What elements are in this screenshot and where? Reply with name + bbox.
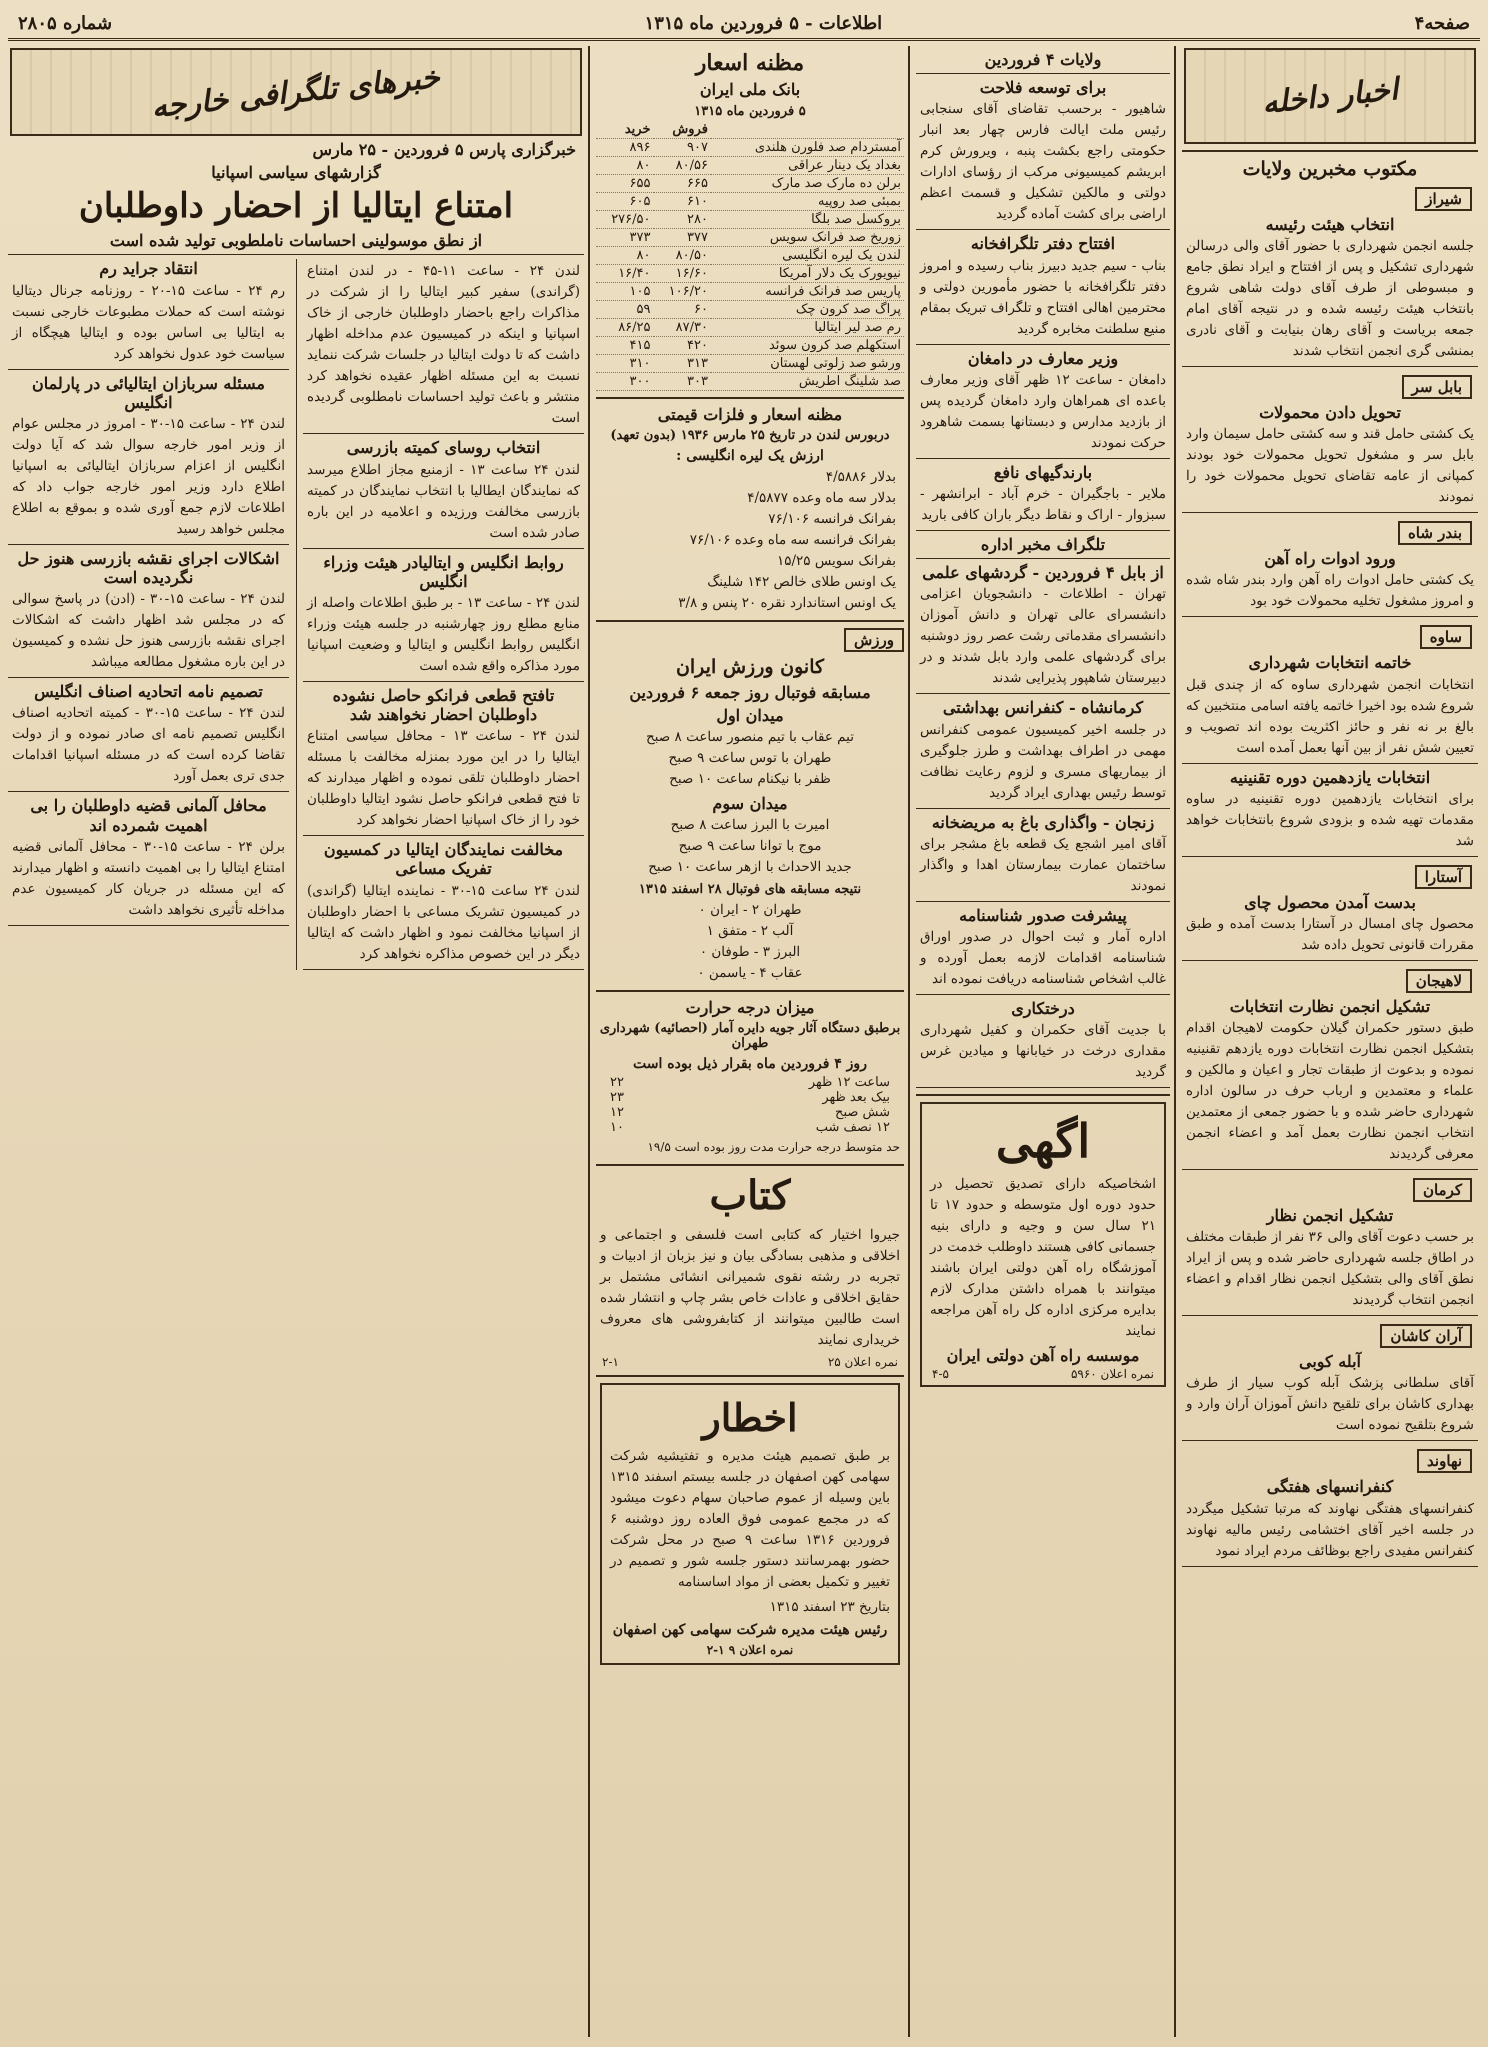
province-news-body: با جدیت آقای حکمران و کفیل شهرداری مقداری درخت در خیابانها و میادین غرس گردید [920, 1022, 1166, 1081]
exchange-row [596, 229, 904, 247]
issue-number: شماره ۲۸۰۵ [18, 12, 113, 34]
divider [303, 433, 584, 434]
divider [303, 835, 584, 836]
sell-rate: ۶۰ [654, 301, 711, 319]
metals-row: بدلار سه ماه وعده ۴/۵۸۷۷ [747, 489, 896, 506]
masthead-date: اطلاعات - ۵ فروردین ماه ۱۳۱۵ [644, 12, 883, 34]
city-news-title: بدست آمدن محصول چای [1244, 892, 1416, 912]
city-news-body: بر حسب دعوت آقای والی ۳۶ نفر از طبقات مختلف در اطاق جلسه شهرداری حاضر شده و پس از ایراد نطق آقای والی بتشکیل انجمن نظار اقدام و اعضاء انجمن انتخاب گردیدند [1186, 1229, 1475, 1309]
province-news-title: بارندگیهای نافع [993, 462, 1093, 482]
result-line: طهران ۲ - ایران ۰ [698, 901, 802, 918]
buy-rate: ۳۰۰ [596, 373, 654, 391]
foreign-article [8, 796, 289, 925]
province-news-body: اداره آمار و ثبت احوال در صدور اوراق شناسنامه اقدامات لازمه بعمل آورده و غالب اشخاص شناسنامه دریافت نموده اند [920, 928, 1166, 987]
currency-name: پاریس صد فرانک فرانسه [711, 283, 904, 301]
foreign-article-body: لندن ۲۴ - ساعت ۱۵-۳۰ - کمیته اتحادیه اصناف انگلیس تصمیم نامه ای صادر نموده و از دولت تقاضا کرده است که در مسئله اسپانیا اقدامات جدی تری بعمل آورد [12, 705, 285, 785]
buy-rate: ۳۱۰ [596, 355, 654, 373]
city-news-body: کنفرانسهای هفتگی نهاوند که مرتبا تشکیل میگردد در جلسه اخیر آقای اختشامی رئیس مالیه نهاوند کنفرانس مفیدی راجع بوظائف مردم ایراد نمود [1186, 1500, 1474, 1559]
city-name-tag: ساوه [1420, 625, 1472, 649]
book-title: کتاب [709, 1171, 791, 1219]
exchange-row [596, 193, 904, 211]
provinces-news-list [916, 78, 1170, 1088]
metals-row: بفرانک فرانسه ۷۶/۱۰۶ [768, 510, 896, 527]
match-line: تیم عقاب با تیم منصور ساعت ۸ صبح [645, 728, 854, 745]
province-news-title: پیشرفت صدور شناسنامه [959, 905, 1127, 925]
sell-rate: ۱۰۶/۲۰ [654, 283, 711, 301]
provinces-section-title: ولایات ۴ فروردین [984, 50, 1102, 69]
sell-rate: ۳۱۳ [654, 355, 711, 373]
divider [303, 969, 584, 970]
sell-rate: ۸۰/۵۰ [654, 247, 711, 265]
foreign-banner [10, 48, 582, 136]
weather-label: شش صبح [835, 1104, 890, 1120]
divider [1182, 1169, 1478, 1170]
exchange-table [596, 121, 904, 391]
divider [1182, 1566, 1478, 1567]
foreign-article-body: برلن ۲۴ - ساعت ۱۵-۳۰ - محافل آلمانی قضیه امتناع ایتالیا را بی اهمیت دانسته و اظهار میدارند که این مسئله در جریان کار کمیسیون عدم مداخله تأثیری نخواهد داشت [12, 838, 286, 918]
city-news-title: انتخابات یازدهمین دوره تقنینیه [1229, 767, 1431, 787]
divider [8, 925, 289, 926]
provinces-column [916, 46, 1170, 2037]
exchange-row [596, 319, 904, 337]
weather-value: ۲۲ [610, 1074, 624, 1090]
divider [1182, 856, 1478, 857]
foreign-section: گزارشهای سیاسی اسپانیا [211, 163, 381, 183]
exchange-row [596, 283, 904, 301]
foreign-article [8, 549, 289, 678]
weather-label: بیک بعد ظهر [822, 1089, 890, 1105]
province-news-title: افتتاح دفتر تلگرافخانه [970, 234, 1116, 254]
foreign-article [303, 553, 584, 682]
city-name-tag: بندر شاه [1398, 521, 1472, 545]
city-news-title: تحویل دادن محمولات [1259, 402, 1401, 422]
exchange-row [596, 373, 904, 391]
foreign-article [303, 438, 584, 548]
currency-name: برلن ده مارک صد مارک [711, 175, 904, 193]
foreign-article [8, 682, 289, 792]
divider [8, 791, 289, 792]
city-news-title: تشکیل انجمن نظارت انتخابات [1229, 996, 1431, 1016]
column-rule [908, 46, 910, 2037]
buy-rate: ۸۰ [596, 247, 654, 265]
province-news-body: آقای امیر اشجع یک قطعه باغ مشجر برای ساختمان عمارت بیمارستان اهدا و واگذار نمودند [920, 835, 1166, 894]
buy-rate: ۱۶/۴۰ [596, 265, 654, 283]
buy-rate: ۴۱۵ [596, 337, 654, 355]
province-news-title: تلگراف مخبر اداره [980, 534, 1106, 554]
domestic-column [1182, 46, 1478, 2037]
column-rule [1174, 46, 1176, 2037]
sports-title: کانون ورزش ایران [675, 655, 825, 678]
result-line: آلب ۲ - متفق ۱ [706, 922, 794, 939]
field-name: میدان سوم [712, 793, 788, 813]
sell-rate: ۳۷۷ [654, 229, 711, 247]
city-news-title: ورود ادوات راه آهن [1264, 549, 1396, 569]
metals-row: بفرانک سویس ۱۵/۲۵ [776, 552, 896, 569]
page-number: صفحه۴ [1414, 12, 1470, 34]
exchange-row [596, 247, 904, 265]
sell-rate: ۲۸۰ [654, 211, 711, 229]
divider [1182, 366, 1478, 367]
sell-rate: ۳۰۳ [654, 373, 711, 391]
province-news-title: زنجان - واگذاری باغ به مریضخانه [931, 812, 1155, 832]
sports-results-title: نتیجه مسابقه های فوتبال ۲۸ اسفند ۱۳۱۵ [638, 882, 862, 898]
province-news-title: کرمانشاه - کنفرانس بهداشتی [942, 698, 1144, 718]
province-news-title: وزیر معارف در دامغان [967, 348, 1119, 368]
weather-title: میزان درجه حرارت [685, 997, 815, 1017]
province-news-body: دامغان - ساعت ۱۲ ظهر آقای وزیر معارف باعده ای همراهان وارد دامغان گردیده پس از بازدید مدارس و دبستانها بسمت شاهرود حرکت نمودند [920, 371, 1166, 451]
currency-name: استکهلم صد کرون سوئد [711, 337, 904, 355]
masthead-strip [8, 8, 1480, 41]
foreign-article [8, 259, 289, 369]
weather-row [596, 1090, 904, 1105]
currency-name: صد شلینگ اطریش [711, 373, 904, 391]
city-name-tag: نهاوند [1417, 1449, 1472, 1473]
wire-line: خبرگزاری پارس ۵ فروردین - ۲۵ مارس [312, 140, 576, 159]
warning-signature: رئیس هیئت مدیره شرکت سهامی کهن اصفهان [612, 1621, 888, 1638]
domestic-banner [1184, 48, 1476, 144]
foreign-article-body: رم ۲۴ - ساعت ۱۵-۲۰ - روزنامه جرنال دیتالیا نوشته است که حملات مطبوعات خارجی نسبت به ایتالیا بی اساس بوده و ایتالیا هیچگاه از سیاست خود عدول نخواهد کرد [12, 282, 286, 362]
book-footer-number: نمره اعلان ۲۵ [827, 1354, 898, 1369]
divider [916, 901, 1170, 902]
warning-body: بر طبق تصمیم هیئت مدیره و تفتیشیه شرکت سهامی کهن اصفهان در جلسه بیستم اسفند ۱۳۱۵ باین وسیله از عموم صاحبان سهام دعوت میشود که در مجمع عمومی فوق العاده روز دوشنبه ۶ فروردین ۱۳۱۶ ساعت ۹ صبح در محل شرکت حضور بهمرسانند دستور جلسه شور و تصمیم در تغییر و تکمیل بعضی از مواد اساسنامه [610, 1447, 890, 1590]
city-news-body: طبق دستور حکمران گیلان حکومت لاهیجان اقدام بتشکیل انجمن نظارت انتخابات دوره یازدهم تقنینیه نموده و بدعوت از طبقات تجار و اعیان و مالکین و علماء و معتمدین و ارباب حرف در سالون اداره شهرداری حاضر شده و با حضور جمعی از معتمدین انتخاب انجمن نظارت بعمل آمد و اعضاء انجمن معرفی گردیدند [1186, 1020, 1474, 1163]
exchange-row [596, 355, 904, 373]
foreign-article-body: لندن ۲۴ - ساعت ۱۵-۳۰ - (ادن) در پاسخ سوالی که در مجلس شد اظهار داشت که اشکالات اجرای نقشه بازرسی هنوز حل نشده و کمیسیون در این باره مشغول مطالعه میباشد [12, 591, 285, 671]
divider [916, 994, 1170, 995]
city-news-body: برای انتخابات یازدهمین دوره تقنینیه در ساوه مقدمات تهیه شده و بزودی شروع بانتخابات خواهد شد [1186, 790, 1474, 849]
city-news-list [1182, 183, 1478, 1567]
currency-name: زوریخ صد فرانک سویس [711, 229, 904, 247]
currency-name: ورشو صد زلوتی لهستان [711, 355, 904, 373]
currency-name: نیویورک یک دلار آمریکا [711, 265, 904, 283]
weather-label: ساعت ۱۲ ظهر [808, 1074, 890, 1090]
foreign-article-body: لندن ۲۴ - ساعت ۱۱-۴۵ - در لندن امتناع (گراندی) سفیر کبیر ایتالیا را از شرکت در مذاکرات راجع باحضار داوطلبان خارجی از خاک اسپانیا و اینکه در کمیسیون عدم مداخله اظهار داشت که تا دولت ایتالیا در جلسات شرکت ننماید نسبت به این مسئله اظهار عقیده نخواهد کرد منتشر و باعث تولید احساسات نامطلوبی گردیده است [307, 263, 581, 427]
ad-signature: موسسه راه آهن دولتی ایران [946, 1346, 1140, 1366]
markets-column [596, 46, 904, 2037]
currency-name: آمستردام صد فلورن هلندی [711, 139, 904, 157]
city-name-tag: کرمان [1413, 1178, 1472, 1202]
foreign-article-body: لندن ۲۴ - ساعت ۱۳ - محافل سیاسی امتناع ایتالیا را در این مورد بمنزله مخالفت با مسئله احضار داوطلبان تلقی نموده و اظهار میدارند که تا فتح قطعی فرانکو حاصل نشود ایتالیا داوطلبان خود را از خاک اسپانیا احضار نخواهد کرد [307, 728, 581, 829]
ad-footer-run: ۴-۵ [932, 1367, 949, 1382]
buy-rate: ۵۹ [596, 301, 654, 319]
exchange-head-buy: خرید [596, 121, 654, 139]
foreign-article-title: محافل آلمانی قضیه داوطلبان را بی اهمیت شمرده اند [30, 796, 267, 835]
foreign-article-title: مخالفت نمایندگان ایتالیا در کمسیون تفریک مساعی [323, 840, 564, 879]
city-news-body: انتخابات انجمن شهرداری ساوه که از چندی قبل شروع شده بود اخیرا خاتمه یافته اسامی منتخبین که بالغ بر نه نفر و حائز اکثریت بوده اند تصویب و تعیین شش نفر از بین آنها بعمل آمده است [1186, 676, 1474, 756]
book-footer-run: ۲-۱ [602, 1354, 619, 1369]
match-line: موج با توانا ساعت ۹ صبح [678, 838, 822, 855]
buy-rate: ۸۰ [596, 157, 654, 175]
city-name-tag: آران کاشان [1380, 1324, 1472, 1348]
column-rule [588, 46, 590, 2037]
ad-title: اگهی [995, 1114, 1091, 1169]
foreign-article-title: تافتح قطعی فرانکو حاصل نشوده داوطلبان احضار نخواهند شد [332, 685, 555, 725]
divider [1182, 1315, 1478, 1316]
weather-value: ۱۲ [610, 1104, 624, 1120]
domestic-section-title: مکتوب مخبرین ولایات [1242, 158, 1418, 180]
weather-label: ۱۲ نصف شب [815, 1119, 890, 1135]
sports-section-tag: ورزش [844, 628, 904, 652]
metals-row: بفرانک فرانسه سه ماه وعده ۷۶/۱۰۶ [689, 531, 896, 548]
result-line: عقاب ۴ - یاسمن ۰ [697, 964, 803, 981]
foreign-article-title: اشکالات اجرای نقشه بازرسی هنوز حل نگردیده است [17, 548, 280, 588]
divider [8, 677, 289, 678]
exchange-row [596, 301, 904, 319]
city-news-body: جلسه انجمن شهرداری با حضور آقای والی درسالن شهرداری تشکیل و پس از افتتاح و ایراد نطق جامع و مبسوطی از طرف آقای دولت شاهی شروع بانتخاب هیئت رئیسه شده و در نتیجه آقای امام جمعه بریاست و آقای رهان بنیابت و آقای نادری بمنشی گری انجمن انتخاب شدند [1186, 237, 1474, 359]
foreign-article-title: انتقاد جراید رم [99, 259, 198, 279]
exchange-row [596, 265, 904, 283]
city-name-tag: شیراز [1415, 187, 1472, 211]
divider [916, 229, 1170, 230]
foreign-article-body: لندن ۲۴ ساعت ۱۳ - ازمنبع مجاز اطلاع میرسد که نمایندگان ایطالیا با انتخاب نمایندگان در کمیته بازرسی مخالفت ورزیده و اعلامیه در این باره صادر شده است [307, 461, 580, 541]
foreign-article-title: روابط انگلیس و ایتالیادر هیئت وزراء انگلیس [323, 552, 564, 591]
city-news-body: آقای سلطانی پزشک آبله کوب سیار از طرف بهداری کاشان برای تلقیح دانش آموزان آران وارد و شروع بتلقیح نموده است [1186, 1375, 1474, 1434]
foreign-articles [8, 259, 584, 969]
exchange-row [596, 337, 904, 355]
exchange-date: ۵ فروردین ماه ۱۳۱۵ [694, 103, 806, 119]
result-line: البرز ۳ - طوفان ۰ [699, 943, 801, 960]
province-news-body: بناب - سیم جدید دبیرز بناب رسیده و امروز دفتر تلگرافخانه با حضور مأمورین دولتی و محترمین اهالی افتتاح و تلگراف تبریک بمقام منیع سلطنت مخابره گردید [920, 257, 1166, 337]
match-line: ظفر با نیکنام ساعت ۱۰ صبح [669, 770, 831, 787]
divider [1182, 512, 1478, 513]
city-news-body: یک کشتی حامل ادوات راه آهن وارد بندر شاه شده و امروز مشغول تخلیه محمولات خود بود [1186, 572, 1474, 610]
city-news-title: تشکیل انجمن نظار [1266, 1206, 1394, 1226]
currency-name: بغداد یک دینار عراقی [711, 157, 904, 175]
weather-row [596, 1120, 904, 1135]
buy-rate: ۲۷۶/۵۰ [596, 211, 654, 229]
divider [8, 369, 289, 370]
city-news-title: آبله کوبی [1298, 1352, 1361, 1372]
exchange-bank: بانک ملی ایران [699, 80, 801, 100]
foreign-article [8, 374, 289, 545]
city-name-tag: بابل سر [1402, 375, 1472, 399]
divider [916, 1087, 1170, 1088]
sell-rate: ۶۱۰ [654, 193, 711, 211]
divider [303, 548, 584, 549]
foreign-article [303, 686, 584, 836]
metals-row: یک اونس استاندارد نقره ۲۰ پنس و ۳/۸ [678, 594, 896, 611]
buy-rate: ۳۷۳ [596, 229, 654, 247]
city-news-title: کنفرانسهای هفتگی [1266, 1477, 1394, 1497]
match-line: طهران با توس ساعت ۹ صبح [668, 749, 832, 766]
currency-name: رم صد لیر ایتالیا [711, 319, 904, 337]
city-name-tag: آستارا [1415, 865, 1472, 889]
divider [916, 558, 1170, 559]
divider [1182, 1440, 1478, 1441]
match-line: جدید الاحداث با ازهر ساعت ۱۰ صبح [648, 859, 852, 876]
divider [916, 693, 1170, 694]
weather-row [596, 1105, 904, 1120]
divider [916, 808, 1170, 809]
province-news-title: برای توسعه فلاحت [979, 78, 1107, 98]
metals-title: مظنه اسعار و فلزات قیمتی [657, 405, 843, 425]
foreign-headline: امتناع ایتالیا از احضار داوطلبان [78, 186, 514, 227]
sell-rate: ۱۶/۶۰ [654, 265, 711, 283]
divider [1182, 763, 1478, 764]
buy-rate: ۶۵۵ [596, 175, 654, 193]
metals-head: ارزش یک لیره انگلیسی : [676, 447, 824, 464]
currency-name: لندن یک لیره انگلیسی [711, 247, 904, 265]
weather-value: ۱۰ [610, 1119, 624, 1135]
exchange-row [596, 175, 904, 193]
currency-name: بروکسل صد بلگا [711, 211, 904, 229]
foreign-article [303, 840, 584, 969]
city-news-title: انتخاب هیئت رئیسه [1265, 214, 1395, 234]
exchange-head-name [711, 121, 904, 139]
currency-name: پراگ صد کرون چک [711, 301, 904, 319]
divider [1182, 616, 1478, 617]
ad-footer-number: نمره اعلان ۵۹۶۰ [1070, 1367, 1154, 1382]
sports-subtitle: مسابقه فوتبال روز جمعه ۶ فروردین [629, 682, 871, 702]
sports-fields [596, 706, 904, 878]
match-line: امیرت با البرز ساعت ۸ صبح [670, 817, 830, 834]
warning-box [600, 1383, 900, 1665]
weather-line: روز ۴ فروردین ماه بقرار ذیل بوده است [633, 1056, 867, 1073]
book-body: جیروا اختیار که کتابی است فلسفی و اجتماعی و اخلاقی و مذهبی بسادگی بیان و نیز بزبان از ادبیات و تجربه در رشته نقوی شمیرانی انشائی مشتمل بر حقایق اخلاقی و عادات خاص بشر چاپ و انتشار شده است طالبین میتوانند از کتابفروشی های معروف خریداری نمایند [600, 1226, 900, 1348]
sell-rate: ۴۲۰ [654, 337, 711, 355]
exchange-row [596, 139, 904, 157]
foreign-article-title: انتخاب روسای کمیته بازرسی [346, 438, 541, 458]
province-news-title: درختکاری [1011, 998, 1075, 1018]
foreign-article [303, 261, 584, 434]
metals-list [596, 467, 904, 614]
province-news-title: از بابل ۴ فروردین - گردشهای علمی [922, 563, 1164, 583]
warning-title: اخطار [702, 1394, 798, 1440]
sell-rate: ۸۰/۵۶ [654, 157, 711, 175]
divider [1182, 960, 1478, 961]
foreign-article-body: لندن ۲۴ - ساعت ۱۳ - بر طبق اطلاعات واصله از منابع مطلع روز چهارشنبه در جلسه هیئت وزراء انگلیس روابط انگلیس و ایتالیا و وضعیت اسپانیا مورد مذاکره واقع شده است [307, 594, 581, 674]
buy-rate: ۱۰۵ [596, 283, 654, 301]
foreign-banner-title: خبرهای تلگرافی خارجه [150, 59, 442, 125]
sell-rate: ۶۶۵ [654, 175, 711, 193]
exchange-title: مظنه اسعار [695, 50, 805, 76]
weather-rows [596, 1075, 904, 1135]
buy-rate: ۶۰۵ [596, 193, 654, 211]
weather-value: ۲۳ [610, 1089, 624, 1105]
domestic-banner-title: اخبار داخله [1260, 71, 1400, 121]
divider [303, 681, 584, 682]
exchange-row [596, 157, 904, 175]
weather-subtitle: برطبق دستگاه آثار جویه دایره آمار (احصائیه) شهرداری طهران [599, 1020, 901, 1052]
exchange-head-sell: فروش [654, 121, 711, 139]
weather-row [596, 1075, 904, 1090]
foreign-article-body: لندن ۲۴ - ساعت ۱۵-۳۰ - امروز در مجلس عوام از وزیر امور خارجه سوال شد که آیا دولت انگلیس از اعزام سربازان ایتالیائی به اسپانیا اطلاع دارد وزیر امور خارجه جواب داد که اطلاعات لازم جمع آوری شده و بموقع به اطلاع مجلس خواهد رسید [12, 415, 285, 537]
buy-rate: ۸۹۶ [596, 139, 654, 157]
currency-name: بمبئی صد روپیه [711, 193, 904, 211]
foreign-subhead: از نطق موسولینی احساسات ناملطوبی تولید شده است [109, 231, 483, 251]
foreign-article-body: لندن ۲۴ ساعت ۱۵-۳۰ - نماینده ایتالیا (گراندی) در کمیسیون تشریک مساعی با احضار داوطلبان از اسپانیا مخالفت نمود و اظهار داشت که ایتالیا دیگر در این خصوص مذاکره نخواهد کرد [307, 882, 580, 962]
city-news-body: محصول چای امسال در آستارا بدست آمده و طبق مقررات قانونی تحویل داده شد [1186, 915, 1474, 953]
divider [8, 544, 289, 545]
foreign-article-title: مسئله سربازان ایتالیائی در پارلمان انگلیس [32, 373, 265, 412]
field-name: میدان اول [716, 705, 784, 725]
city-news-body: یک کشتی حامل قند و سه کشتی حامل سیمان وارد بابل سر و مشغول تحویل محمولات خود بودند کمپانی از عامه تقاضای تحویل محمولات خود را نمودند [1186, 426, 1474, 506]
metals-row: بدلار ۴/۵۸۸۶ [825, 468, 896, 485]
divider [916, 458, 1170, 459]
ad-box [920, 1102, 1166, 1387]
metals-row: یک اونس طلای خالص ۱۴۲ شلینگ [707, 573, 896, 590]
province-news-body: در جلسه اخیر کمیسیون عمومی کنفرانس مهمی در اطراف بهداشت و طرز جلوگیری از بیماریهای مسری و لزوم رعایت نظافت توسط رئیس بهداری ایراد گردید [920, 721, 1166, 801]
warning-footer: نمره اعلان ۹ ۱-۲ [706, 1642, 794, 1657]
province-news-body: تهران - اطلاعات - دانشجویان اعزامی دانشسرای عالی تهران و دانش آموزان دانشسرای مقدماتی رشت عصر روز دوشنبه برای گردشهای علمی وارد بابل شدند و در دبیرستان شاهپور پذیرایی شدند [920, 586, 1166, 687]
divider [916, 530, 1170, 531]
foreign-column [8, 46, 584, 2037]
buy-rate: ۸۶/۲۵ [596, 319, 654, 337]
metals-subtitle: دربورس لندن در تاریخ ۲۵ مارس ۱۹۳۶ (بدون تعهد) [610, 428, 890, 444]
weather-note: حد متوسط درجه حرارت مدت روز بوده است ۱۹/۵ [647, 1139, 900, 1154]
sell-rate: ۹۰۷ [654, 139, 711, 157]
foreign-article-title: تصمیم نامه اتحادیه اصناف انگلیس [34, 682, 263, 702]
city-news-title: خاتمه انتخابات شهرداری [1248, 653, 1412, 673]
warning-date: بتاریخ ۲۳ اسفند ۱۳۱۵ [769, 1598, 890, 1615]
sell-rate: ۸۷/۳۰ [654, 319, 711, 337]
province-news-body: ملایر - باجگیران - خرم آباد - ابرانشهر - سبزوار - اراک و نقاط دیگر باران کافی بارید [920, 485, 1166, 523]
province-news-body: شاهیور - برحسب تقاضای آقای سنجابی رئیس ملت ایالت فارس چهار بعد انبار حکومتی راجع بکشت پنبه ، ویرورش کرم ابریشم کمیسیونی مرکب از رؤسای ادارات دولتی و مالکین تشکیل و قسمت اعظم اراضی برای کشت آماده گردید [920, 101, 1166, 223]
ad-body: اشخاصیکه دارای تصدیق تحصیل در حدود دوره اول متوسطه و حدود ۱۷ تا ۲۱ سال سن و وجیه و دارای بنیه جسمانی کافی هستند داوطلب خدمت در آموزشگاه راه آهن دولتی ایران باشند میتوانند با همراه داشتن مدارک لازم بدایره مرکزی اداره کل راه آهن مراجعه نمایند [930, 1176, 1156, 1340]
sports-results [596, 900, 904, 984]
city-name-tag: لاهیجان [1406, 969, 1472, 993]
divider [916, 344, 1170, 345]
exchange-row [596, 211, 904, 229]
